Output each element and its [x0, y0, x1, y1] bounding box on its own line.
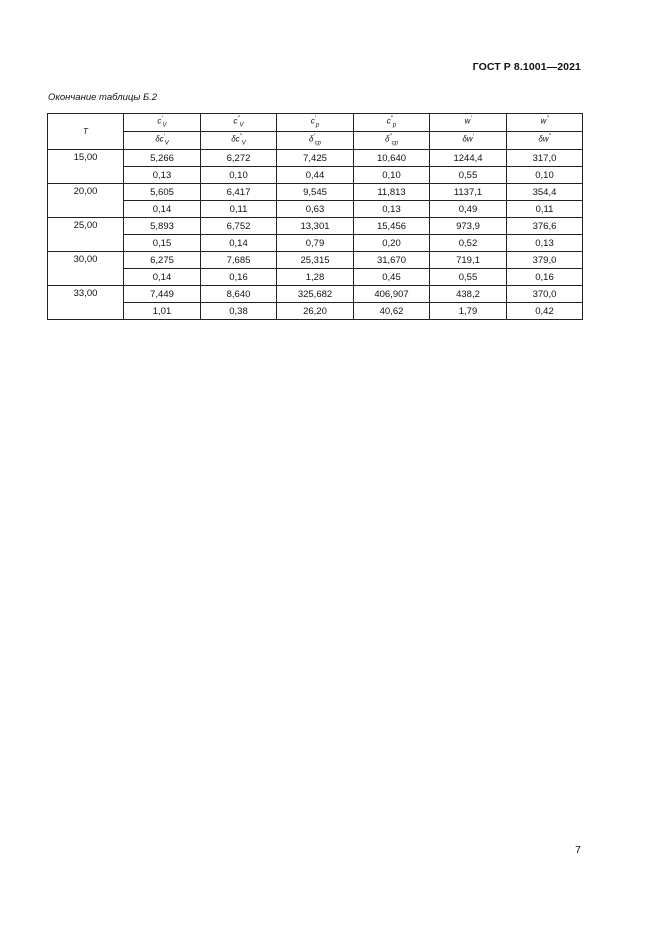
deviation-cell: 0,13: [507, 235, 583, 252]
value-cell: 15,456: [354, 218, 430, 235]
value-cell: 370,0: [507, 286, 583, 303]
temperature-cell: 30,00: [48, 252, 124, 286]
deviation-cell: 1,28: [277, 269, 354, 286]
table-row-values: [48, 286, 583, 303]
table-caption: Окончание таблицы Б.2: [48, 92, 158, 103]
value-cell: 5,266: [124, 150, 201, 167]
value-cell: 973,9: [430, 218, 507, 235]
table-row-deviations: [48, 235, 583, 252]
temperature-cell: 25,00: [48, 218, 124, 252]
value-cell: 31,670: [354, 252, 430, 269]
table-row-values: [48, 184, 583, 201]
deviation-cell: 1,79: [430, 303, 507, 320]
col-header-cp-liquid: $c'_p$: [277, 114, 354, 132]
temperature-cell: 15,00: [48, 150, 124, 184]
value-cell: 719,1: [430, 252, 507, 269]
deviation-cell: 26,20: [277, 303, 354, 320]
table-row-deviations: [48, 201, 583, 218]
col-header-dev-cv-liquid: $\delta c'_V$: [124, 132, 201, 150]
col-header-dev-cp-liquid: $\delta'_{cp}$: [277, 132, 354, 150]
page-number: 7: [575, 844, 581, 856]
deviation-cell: 0,42: [507, 303, 583, 320]
deviation-cell: 0,10: [201, 167, 277, 184]
value-cell: 354,4: [507, 184, 583, 201]
deviation-cell: 0,55: [430, 167, 507, 184]
value-cell: 379,0: [507, 252, 583, 269]
temperature-header: T: [48, 114, 124, 150]
col-header-cp-vapor: $c''_p$: [354, 114, 430, 132]
deviation-cell: 0,44: [277, 167, 354, 184]
value-cell: 7,425: [277, 150, 354, 167]
value-cell: 11,813: [354, 184, 430, 201]
value-cell: 5,893: [124, 218, 201, 235]
value-cell: 5,605: [124, 184, 201, 201]
temperature-cell: 33,00: [48, 286, 124, 320]
deviation-cell: 1,01: [124, 303, 201, 320]
temperature-cell: 20,00: [48, 184, 124, 218]
value-cell: 6,417: [201, 184, 277, 201]
value-cell: 317,0: [507, 150, 583, 167]
deviation-cell: 0,11: [507, 201, 583, 218]
value-cell: 1244,4: [430, 150, 507, 167]
deviation-cell: 0,45: [354, 269, 430, 286]
value-cell: 25,315: [277, 252, 354, 269]
deviation-cell: 0,16: [201, 269, 277, 286]
deviation-cell: 0,13: [354, 201, 430, 218]
col-header-dev-cp-vapor: $\delta''_{cp}$: [354, 132, 430, 150]
value-cell: 7,449: [124, 286, 201, 303]
value-cell: 438,2: [430, 286, 507, 303]
value-cell: 9,545: [277, 184, 354, 201]
deviation-cell: 0,79: [277, 235, 354, 252]
deviation-cell: 0,38: [201, 303, 277, 320]
deviation-cell: 0,63: [277, 201, 354, 218]
col-header-dev-cv-vapor: $\delta c''_V$: [201, 132, 277, 150]
col-header-w-liquid: w′: [430, 114, 507, 132]
deviation-cell: 0,49: [430, 201, 507, 218]
value-cell: 325,682: [277, 286, 354, 303]
col-header-dev-w-liquid: δw′: [430, 132, 507, 150]
data-table: [47, 113, 583, 320]
deviation-cell: 0,14: [124, 269, 201, 286]
value-cell: 1137,1: [430, 184, 507, 201]
value-cell: 8,640: [201, 286, 277, 303]
header-row-symbols: [48, 114, 583, 132]
value-cell: 6,275: [124, 252, 201, 269]
table-row-values: [48, 150, 583, 167]
value-cell: 6,272: [201, 150, 277, 167]
deviation-cell: 0,10: [354, 167, 430, 184]
deviation-cell: 0,13: [124, 167, 201, 184]
document-id: ГОСТ Р 8.1001—2021: [472, 61, 581, 73]
deviation-cell: 0,15: [124, 235, 201, 252]
table-row-deviations: [48, 167, 583, 184]
col-header-cv-vapor: $c''_V$: [201, 114, 277, 132]
deviation-cell: 0,55: [430, 269, 507, 286]
table-row-values: [48, 252, 583, 269]
deviation-cell: 0,11: [201, 201, 277, 218]
col-header-w-vapor: w″: [507, 114, 583, 132]
table-row-deviations: [48, 303, 583, 320]
deviation-cell: 0,20: [354, 235, 430, 252]
col-header-cv-liquid: $c'_V$: [124, 114, 201, 132]
deviation-cell: 0,16: [507, 269, 583, 286]
deviation-cell: 0,14: [124, 201, 201, 218]
deviation-cell: 0,14: [201, 235, 277, 252]
deviation-cell: 40,62: [354, 303, 430, 320]
value-cell: 7,685: [201, 252, 277, 269]
deviation-cell: 0,10: [507, 167, 583, 184]
deviation-cell: 0,52: [430, 235, 507, 252]
table-row-deviations: [48, 269, 583, 286]
value-cell: 13,301: [277, 218, 354, 235]
value-cell: 406,907: [354, 286, 430, 303]
col-header-dev-w-vapor: δw″: [507, 132, 583, 150]
table-row-values: [48, 218, 583, 235]
value-cell: 10,640: [354, 150, 430, 167]
value-cell: 6,752: [201, 218, 277, 235]
value-cell: 376,6: [507, 218, 583, 235]
header-row-deviations: [48, 132, 583, 150]
